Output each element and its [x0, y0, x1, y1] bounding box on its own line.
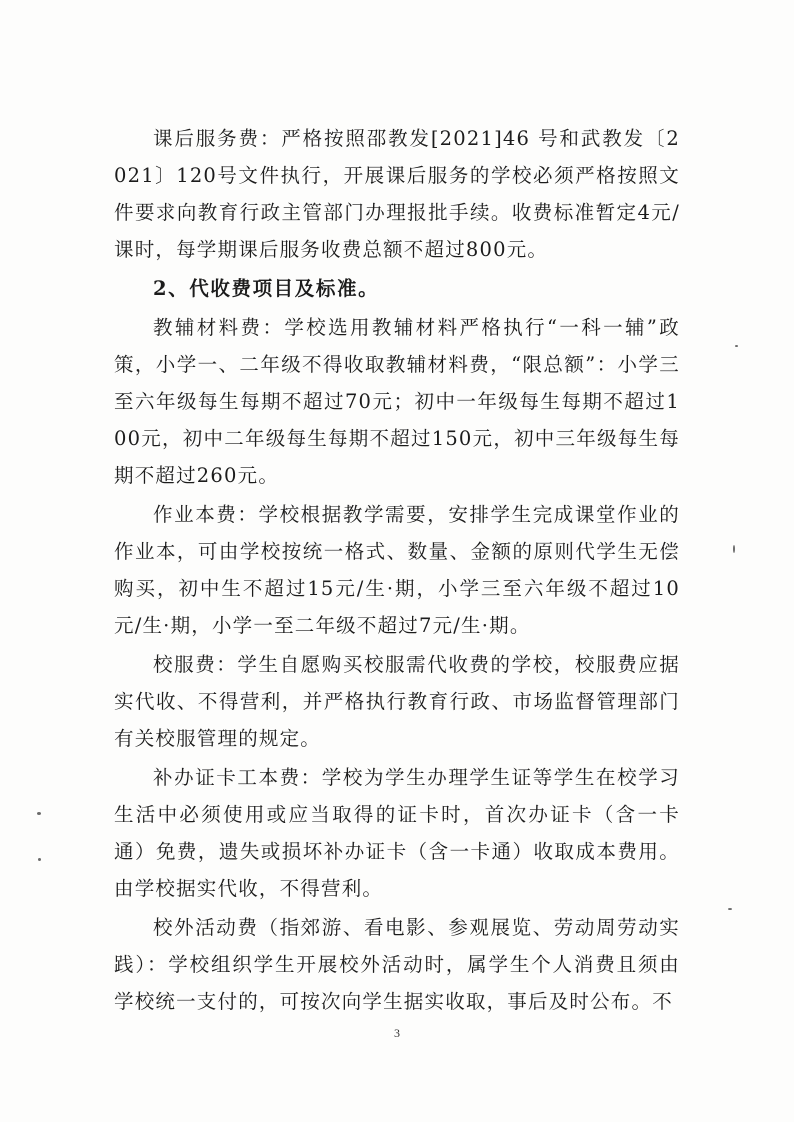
scan-speck	[37, 812, 41, 815]
paragraph-teaching-materials-fee: 教辅材料费：学校选用教辅材料严格执行“一科一辅”政策，小学一、二年级不得收取教辅材料费，“限总额”：小学三至六年级每生每期不超过70元；初中一年级每生每期不超过100元，初中二年级每生每期不超过150元，初中三年级每生每期不超过260元。	[114, 316, 680, 487]
page-number: 3	[394, 1026, 400, 1040]
scan-speck	[728, 908, 732, 910]
paragraph-uniform-fee: 校服费：学生自愿购买校服需代收费的学校，校服费应据实代收、不得营利，并严格执行教育行政、市场监督管理部门有关校服管理的规定。	[114, 653, 680, 750]
section-heading-collection-items: 2、代收费项目及标准。	[153, 277, 380, 300]
paragraph-exercise-book-fee: 作业本费：学校根据教学需要，安排学生完成课堂作业的作业本，可由学校按统一格式、数量、金额的原则代学生无偿购买，初中生不超过15元/生·期，小学三至六年级不超过10元/生·期，小学一至二年级不超过7元/生·期。	[114, 503, 680, 637]
paragraph-card-replacement-fee: 补办证卡工本费：学校为学生办理学生证等学生在校学习生活中必须使用或应当取得的证卡时，首次办证卡（含一卡通）免费，遗失或损坏补办证卡（含一卡通）收取成本费用。由学校据实代收，不得营利。	[114, 766, 680, 900]
body-text	[114, 120, 680, 1022]
paragraph-after-school-fee: 课后服务费：严格按照邵教发[2021]46 号和武教发〔2021〕120号文件执行，开展课后服务的学校必须严格按照文件要求向教育行政主管部门办理报批手续。收费标准暂定4元/课时，每学期课后服务收费总额不超过800元。	[114, 127, 680, 261]
scan-speck	[733, 545, 735, 553]
scan-speck	[735, 345, 738, 347]
paragraph-outdoor-activity-fee: 校外活动费（指郊游、看电影、参观展览、劳动周劳动实践）：学校组织学生开展校外活动时，属学生个人消费且须由学校统一支付的，可按次向学生据实收取，事后及时公布。不	[114, 916, 680, 1013]
scan-speck	[38, 858, 41, 861]
